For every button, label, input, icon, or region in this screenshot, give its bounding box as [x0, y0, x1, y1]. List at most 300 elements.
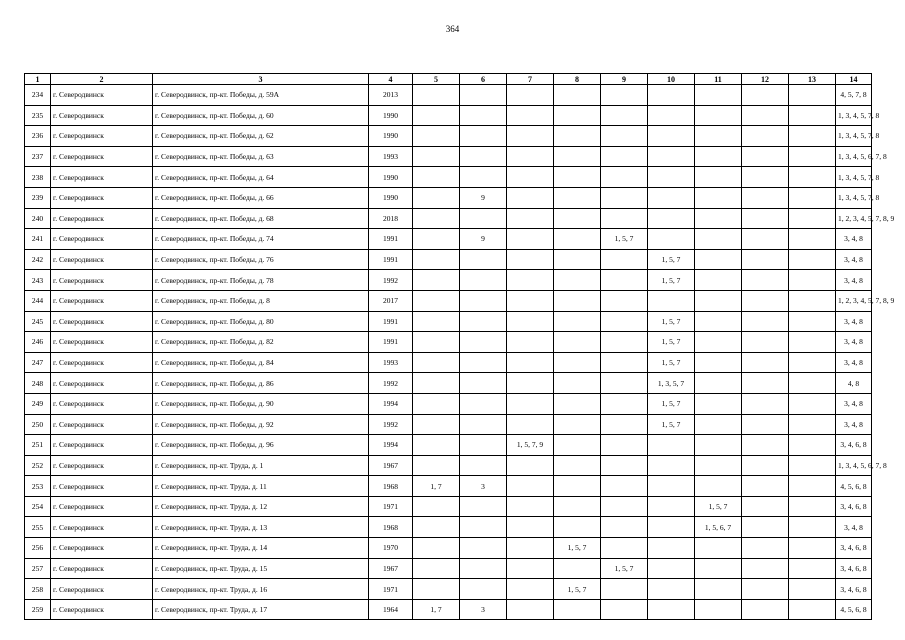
table-row [25, 270, 872, 291]
col-13-cell [789, 558, 836, 579]
col-11-cell [695, 146, 742, 167]
col-8-cell [554, 290, 601, 311]
col-13-cell [789, 126, 836, 147]
row-number: 255 [25, 517, 51, 538]
col-6-cell: 3 [460, 599, 507, 620]
col-9-cell [601, 538, 648, 559]
col-14-cell: 3, 4, 8 [836, 393, 872, 414]
city-cell: г. Северодвинск [51, 599, 153, 620]
year-cell: 1964 [369, 599, 413, 620]
row-number: 237 [25, 146, 51, 167]
col-5-cell [413, 332, 460, 353]
col-12-cell [742, 393, 789, 414]
col-14-cell: 1, 3, 4, 5, 6, 7, 8 [836, 455, 872, 476]
col-6-cell [460, 373, 507, 394]
city-cell: г. Северодвинск [51, 455, 153, 476]
col-7-cell [507, 599, 554, 620]
row-number: 238 [25, 167, 51, 188]
table-row [25, 455, 872, 476]
col-13-cell [789, 373, 836, 394]
col-11-cell [695, 435, 742, 456]
year-cell: 1971 [369, 579, 413, 600]
col-8-cell [554, 146, 601, 167]
col-13-cell [789, 579, 836, 600]
table-row [25, 352, 872, 373]
col-8-cell [554, 229, 601, 250]
col-6-cell [460, 105, 507, 126]
header-row [25, 74, 872, 85]
col-10-cell: 1, 5, 7 [648, 270, 695, 291]
col-14-cell: 3, 4, 8 [836, 311, 872, 332]
col-7-cell [507, 517, 554, 538]
col-8-cell [554, 249, 601, 270]
col-10-cell: 1, 5, 7 [648, 249, 695, 270]
col-14-cell: 1, 2, 3, 4, 5, 7, 8, 9 [836, 290, 872, 311]
col-11-cell [695, 187, 742, 208]
column-header-6: 6 [460, 74, 507, 85]
col-7-cell [507, 496, 554, 517]
col-7-cell [507, 208, 554, 229]
col-11-cell: 1, 5, 6, 7 [695, 517, 742, 538]
address-cell: г. Северодвинск, пр-кт. Труда, д. 17 [153, 599, 369, 620]
col-6-cell [460, 352, 507, 373]
city-cell: г. Северодвинск [51, 126, 153, 147]
col-11-cell [695, 538, 742, 559]
col-6-cell [460, 455, 507, 476]
col-12-cell [742, 517, 789, 538]
col-14-cell: 3, 4, 6, 8 [836, 579, 872, 600]
column-header-3: 3 [153, 74, 369, 85]
col-10-cell [648, 435, 695, 456]
col-14-cell: 1, 3, 4, 5, 7, 8 [836, 167, 872, 188]
city-cell: г. Северодвинск [51, 538, 153, 559]
col-9-cell [601, 167, 648, 188]
col-6-cell [460, 146, 507, 167]
col-8-cell [554, 352, 601, 373]
year-cell: 1994 [369, 435, 413, 456]
table-row [25, 332, 872, 353]
year-cell: 1970 [369, 538, 413, 559]
col-12-cell [742, 332, 789, 353]
col-13-cell [789, 393, 836, 414]
col-11-cell [695, 455, 742, 476]
col-7-cell [507, 249, 554, 270]
col-9-cell [601, 208, 648, 229]
address-cell: г. Северодвинск, пр-кт. Труда, д. 1 [153, 455, 369, 476]
col-11-cell [695, 352, 742, 373]
year-cell: 2018 [369, 208, 413, 229]
col-5-cell [413, 208, 460, 229]
col-10-cell: 1, 5, 7 [648, 393, 695, 414]
city-cell: г. Северодвинск [51, 393, 153, 414]
col-13-cell [789, 517, 836, 538]
table-row [25, 167, 872, 188]
col-5-cell [413, 414, 460, 435]
address-cell: г. Северодвинск, пр-кт. Победы, д. 78 [153, 270, 369, 291]
year-cell: 1992 [369, 414, 413, 435]
year-cell: 1991 [369, 311, 413, 332]
column-header-9: 9 [601, 74, 648, 85]
col-7-cell [507, 311, 554, 332]
city-cell: г. Северодвинск [51, 270, 153, 291]
year-cell: 1991 [369, 229, 413, 250]
table-row [25, 599, 872, 620]
address-cell: г. Северодвинск, пр-кт. Победы, д. 60 [153, 105, 369, 126]
col-7-cell [507, 476, 554, 497]
col-9-cell [601, 517, 648, 538]
col-13-cell [789, 146, 836, 167]
col-10-cell: 1, 5, 7 [648, 332, 695, 353]
col-13-cell [789, 270, 836, 291]
col-6-cell: 9 [460, 187, 507, 208]
col-13-cell [789, 435, 836, 456]
col-7-cell [507, 352, 554, 373]
col-7-cell [507, 270, 554, 291]
col-8-cell: 1, 5, 7 [554, 579, 601, 600]
col-13-cell [789, 352, 836, 373]
address-cell: г. Северодвинск, пр-кт. Победы, д. 74 [153, 229, 369, 250]
col-5-cell [413, 249, 460, 270]
col-10-cell [648, 517, 695, 538]
col-10-cell [648, 208, 695, 229]
col-5-cell: 1, 7 [413, 599, 460, 620]
city-cell: г. Северодвинск [51, 332, 153, 353]
table-row [25, 435, 872, 456]
col-9-cell [601, 373, 648, 394]
col-9-cell [601, 393, 648, 414]
col-5-cell [413, 311, 460, 332]
year-cell: 1994 [369, 393, 413, 414]
col-10-cell [648, 290, 695, 311]
col-9-cell [601, 146, 648, 167]
col-9-cell [601, 496, 648, 517]
city-cell: г. Северодвинск [51, 435, 153, 456]
col-12-cell [742, 352, 789, 373]
col-7-cell [507, 558, 554, 579]
col-13-cell [789, 455, 836, 476]
col-11-cell: 1, 5, 7 [695, 496, 742, 517]
col-7-cell [507, 455, 554, 476]
col-8-cell [554, 393, 601, 414]
column-header-1: 1 [25, 74, 51, 85]
row-number: 254 [25, 496, 51, 517]
address-cell: г. Северодвинск, пр-кт. Победы, д. 76 [153, 249, 369, 270]
col-13-cell [789, 311, 836, 332]
col-9-cell [601, 435, 648, 456]
col-7-cell [507, 414, 554, 435]
col-11-cell [695, 393, 742, 414]
page-number: 364 [445, 24, 460, 34]
col-5-cell [413, 270, 460, 291]
row-number: 240 [25, 208, 51, 229]
col-7-cell [507, 393, 554, 414]
register-table [24, 73, 895, 620]
col-8-cell [554, 373, 601, 394]
col-14-cell: 4, 5, 6, 8 [836, 599, 872, 620]
year-cell: 1990 [369, 167, 413, 188]
col-11-cell [695, 373, 742, 394]
col-9-cell [601, 85, 648, 106]
col-12-cell [742, 311, 789, 332]
table-row [25, 579, 872, 600]
col-8-cell [554, 414, 601, 435]
col-10-cell [648, 579, 695, 600]
table-row [25, 229, 872, 250]
col-10-cell [648, 146, 695, 167]
col-8-cell [554, 517, 601, 538]
row-number: 253 [25, 476, 51, 497]
address-cell: г. Северодвинск, пр-кт. Труда, д. 12 [153, 496, 369, 517]
col-12-cell [742, 105, 789, 126]
column-header-8: 8 [554, 74, 601, 85]
col-8-cell [554, 435, 601, 456]
city-cell: г. Северодвинск [51, 373, 153, 394]
table-row [25, 393, 872, 414]
col-7-cell [507, 85, 554, 106]
address-cell: г. Северодвинск, пр-кт. Победы, д. 64 [153, 167, 369, 188]
col-13-cell [789, 208, 836, 229]
table-body [25, 85, 895, 620]
col-13-cell [789, 599, 836, 620]
address-cell: г. Северодвинск, пр-кт. Победы, д. 96 [153, 435, 369, 456]
row-number: 236 [25, 126, 51, 147]
col-5-cell [413, 167, 460, 188]
table-row [25, 249, 872, 270]
col-9-cell [601, 249, 648, 270]
col-10-cell: 1, 5, 7 [648, 352, 695, 373]
col-13-cell [789, 249, 836, 270]
col-6-cell [460, 167, 507, 188]
col-14-cell: 3, 4, 8 [836, 517, 872, 538]
year-cell: 1967 [369, 558, 413, 579]
column-header-11: 11 [695, 74, 742, 85]
col-14-cell: 3, 4, 8 [836, 249, 872, 270]
column-header-2: 2 [51, 74, 153, 85]
col-8-cell [554, 187, 601, 208]
col-6-cell [460, 85, 507, 106]
col-14-cell: 1, 2, 3, 4, 5, 7, 8, 9 [836, 208, 872, 229]
col-14-cell: 3, 4, 8 [836, 270, 872, 291]
col-12-cell [742, 435, 789, 456]
col-8-cell [554, 126, 601, 147]
col-6-cell [460, 435, 507, 456]
address-cell: г. Северодвинск, пр-кт. Победы, д. 8 [153, 290, 369, 311]
col-6-cell [460, 332, 507, 353]
col-9-cell [601, 290, 648, 311]
col-14-cell: 1, 3, 4, 5, 7, 8 [836, 187, 872, 208]
col-9-cell: 1, 5, 7 [601, 229, 648, 250]
col-13-cell [789, 105, 836, 126]
col-11-cell [695, 311, 742, 332]
row-number: 246 [25, 332, 51, 353]
year-cell: 1991 [369, 249, 413, 270]
col-8-cell [554, 208, 601, 229]
city-cell: г. Северодвинск [51, 146, 153, 167]
col-9-cell [601, 599, 648, 620]
table-row [25, 290, 872, 311]
col-5-cell [413, 352, 460, 373]
col-11-cell [695, 126, 742, 147]
year-cell: 1992 [369, 373, 413, 394]
col-9-cell [601, 414, 648, 435]
col-8-cell [554, 558, 601, 579]
address-cell: г. Северодвинск, пр-кт. Победы, д. 92 [153, 414, 369, 435]
col-12-cell [742, 496, 789, 517]
col-14-cell: 3, 4, 8 [836, 229, 872, 250]
col-9-cell [601, 187, 648, 208]
col-12-cell [742, 187, 789, 208]
table-row [25, 558, 872, 579]
col-5-cell [413, 496, 460, 517]
col-10-cell: 1, 5, 7 [648, 311, 695, 332]
city-cell: г. Северодвинск [51, 558, 153, 579]
col-14-cell: 3, 4, 8 [836, 332, 872, 353]
year-cell: 1993 [369, 352, 413, 373]
col-9-cell [601, 270, 648, 291]
col-7-cell [507, 229, 554, 250]
col-10-cell [648, 476, 695, 497]
row-number: 241 [25, 229, 51, 250]
col-6-cell [460, 558, 507, 579]
row-number: 256 [25, 538, 51, 559]
row-number: 242 [25, 249, 51, 270]
table-row [25, 208, 872, 229]
address-cell: г. Северодвинск, пр-кт. Победы, д. 80 [153, 311, 369, 332]
col-14-cell: 3, 4, 8 [836, 414, 872, 435]
col-11-cell [695, 229, 742, 250]
col-11-cell [695, 270, 742, 291]
col-11-cell [695, 332, 742, 353]
col-14-cell: 3, 4, 6, 8 [836, 496, 872, 517]
col-7-cell [507, 538, 554, 559]
col-5-cell [413, 435, 460, 456]
row-number: 244 [25, 290, 51, 311]
col-11-cell [695, 558, 742, 579]
col-12-cell [742, 538, 789, 559]
address-cell: г. Северодвинск, пр-кт. Победы, д. 84 [153, 352, 369, 373]
table-row [25, 517, 872, 538]
col-6-cell [460, 414, 507, 435]
col-13-cell [789, 332, 836, 353]
col-5-cell [413, 579, 460, 600]
col-8-cell [554, 476, 601, 497]
address-cell: г. Северодвинск, пр-кт. Труда, д. 13 [153, 517, 369, 538]
address-cell: г. Северодвинск, пр-кт. Труда, д. 11 [153, 476, 369, 497]
col-9-cell [601, 352, 648, 373]
col-9-cell [601, 311, 648, 332]
col-13-cell [789, 290, 836, 311]
col-10-cell: 1, 3, 5, 7 [648, 373, 695, 394]
col-12-cell [742, 579, 789, 600]
col-8-cell [554, 455, 601, 476]
col-9-cell [601, 332, 648, 353]
col-13-cell [789, 229, 836, 250]
col-8-cell: 1, 5, 7 [554, 538, 601, 559]
col-5-cell [413, 538, 460, 559]
city-cell: г. Северодвинск [51, 208, 153, 229]
col-12-cell [742, 414, 789, 435]
col-13-cell [789, 538, 836, 559]
city-cell: г. Северодвинск [51, 311, 153, 332]
year-cell: 1990 [369, 126, 413, 147]
row-number: 249 [25, 393, 51, 414]
col-5-cell [413, 517, 460, 538]
col-13-cell [789, 496, 836, 517]
city-cell: г. Северодвинск [51, 352, 153, 373]
col-10-cell: 1, 5, 7 [648, 414, 695, 435]
row-number: 239 [25, 187, 51, 208]
col-7-cell [507, 187, 554, 208]
city-cell: г. Северодвинск [51, 229, 153, 250]
col-5-cell [413, 85, 460, 106]
col-14-cell: 1, 3, 4, 5, 6, 7, 8 [836, 146, 872, 167]
col-12-cell [742, 476, 789, 497]
col-8-cell [554, 270, 601, 291]
column-header-4: 4 [369, 74, 413, 85]
col-7-cell [507, 290, 554, 311]
col-7-cell [507, 105, 554, 126]
col-11-cell [695, 105, 742, 126]
col-7-cell [507, 146, 554, 167]
col-9-cell [601, 105, 648, 126]
address-cell: г. Северодвинск, пр-кт. Победы, д. 82 [153, 332, 369, 353]
column-header-13: 13 [789, 74, 836, 85]
table-row [25, 146, 872, 167]
row-number: 247 [25, 352, 51, 373]
year-cell: 1967 [369, 455, 413, 476]
col-5-cell [413, 290, 460, 311]
col-10-cell [648, 126, 695, 147]
col-10-cell [648, 599, 695, 620]
col-7-cell [507, 332, 554, 353]
col-10-cell [648, 538, 695, 559]
city-cell: г. Северодвинск [51, 579, 153, 600]
col-12-cell [742, 558, 789, 579]
col-6-cell [460, 393, 507, 414]
col-5-cell [413, 126, 460, 147]
col-12-cell [742, 270, 789, 291]
table-row [25, 373, 872, 394]
city-cell: г. Северодвинск [51, 85, 153, 106]
col-9-cell: 1, 5, 7 [601, 558, 648, 579]
year-cell: 1991 [369, 332, 413, 353]
col-5-cell: 1, 7 [413, 476, 460, 497]
col-10-cell [648, 167, 695, 188]
col-9-cell [601, 455, 648, 476]
col-13-cell [789, 187, 836, 208]
col-6-cell [460, 290, 507, 311]
col-6-cell [460, 208, 507, 229]
city-cell: г. Северодвинск [51, 414, 153, 435]
column-header-5: 5 [413, 74, 460, 85]
row-number: 259 [25, 599, 51, 620]
col-8-cell [554, 85, 601, 106]
table-row [25, 538, 872, 559]
year-cell: 2013 [369, 85, 413, 106]
city-cell: г. Северодвинск [51, 496, 153, 517]
col-5-cell [413, 558, 460, 579]
col-11-cell [695, 414, 742, 435]
col-14-cell: 3, 4, 6, 8 [836, 558, 872, 579]
row-number: 251 [25, 435, 51, 456]
col-12-cell [742, 126, 789, 147]
row-number: 235 [25, 105, 51, 126]
col-8-cell [554, 105, 601, 126]
col-8-cell [554, 311, 601, 332]
address-cell: г. Северодвинск, пр-кт. Победы, д. 59А [153, 85, 369, 106]
col-12-cell [742, 229, 789, 250]
col-10-cell [648, 496, 695, 517]
